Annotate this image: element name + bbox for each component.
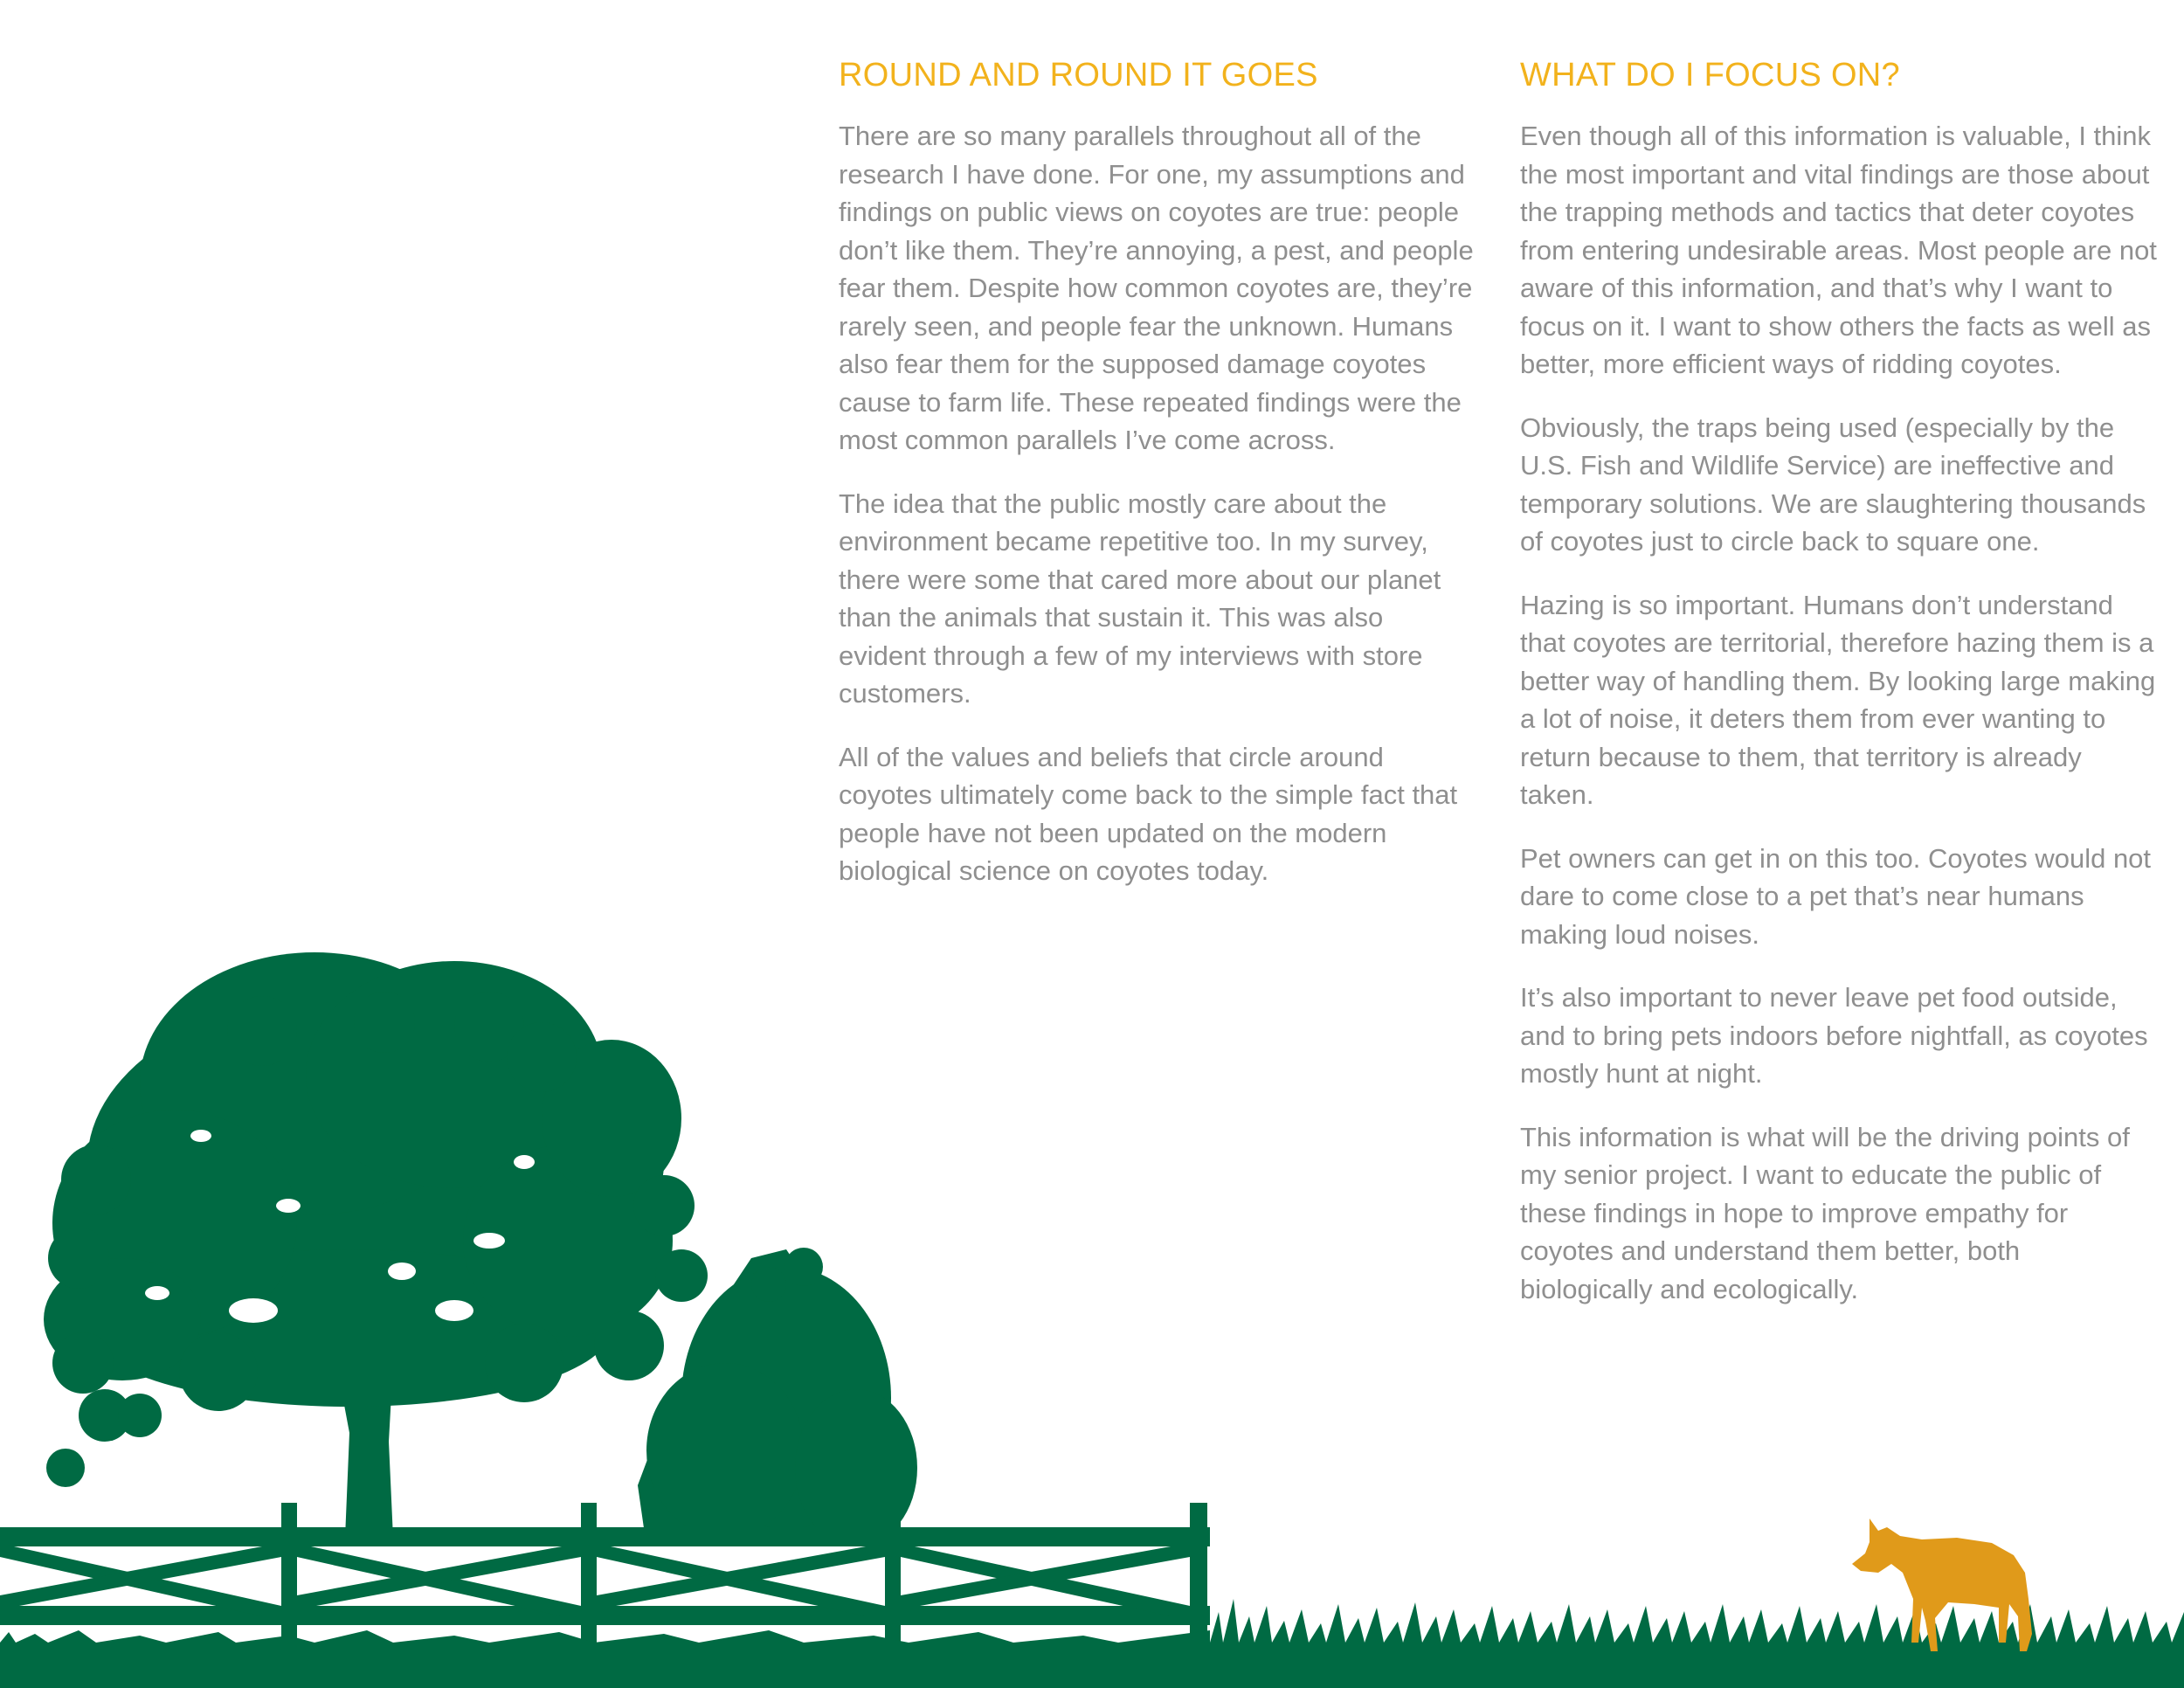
left-paragraph: The idea that the public mostly care about the environment became repetitive too. In my survey, there were some that cared more about our planet than the animals that sustain it. This was also evident through a few of my interviews with store customers.	[839, 488, 1441, 709]
right-paragraph: This information is what will be the driving points of my senior project. I want to educate the public of these findings in hope to improve empathy for coyotes and understand them better, both biologically and ecologically.	[1520, 1121, 2130, 1304]
oak-tree-icon	[44, 952, 708, 1538]
left-paragraph: All of the values and beliefs that circle around coyotes ultimately come back to the simple fact that people have not been updated on the modern biological science on coyotes today.	[839, 741, 1458, 886]
left-paragraph: There are so many parallels throughout all of the research I have done. For one, my assumptions and findings on public views on coyotes are true: people don’t like them. They’re annoying, a pest, and people fear them. Despite how common coyotes are, they’re rarely seen, and people fear the unknown. Humans also fear them for the supposed damage coyotes cause to farm life. These repeated findings were the most common parallels I’ve come across.	[839, 121, 1474, 455]
right-paragraph: Even though all of this information is valuable, I think the most important and vital findings are those about the trapping methods and tactics that deter coyotes from entering undesirable areas. Most people are not aware of this information, and that’s why I want to focus on it. I want to show others the facts as well as better, more efficient ways of ridding coyotes.	[1520, 121, 2157, 379]
right-paragraph: Pet owners can get in on this too. Coyotes would not dare to come close to a pet that’s near humans making loud noises.	[1520, 842, 2152, 950]
right-column	[1520, 52, 2158, 1333]
right-column-heading: WHAT DO I FOCUS ON?	[1520, 57, 1900, 93]
left-column-heading: ROUND AND ROUND IT GOES	[839, 57, 1318, 93]
right-paragraph: Hazing is so important. Humans don’t understand that coyotes are territorial, therefore hazing them is a better way of handling them. By looking large making a lot of noise, it deters them from ever wanting to return because to them, that territory is already taken.	[1520, 589, 2156, 810]
right-paragraph: It’s also important to never leave pet food outside, and to bring pets indoors before nightfall, as coyotes mostly hunt at night.	[1520, 982, 2148, 1089]
wooden-fence-icon	[0, 1503, 1210, 1643]
left-column	[839, 52, 1476, 916]
right-paragraph: Obviously, the traps being used (especially by the U.S. Fish and Wildlife Service) are ineffective and temporary solutions. We are slaughtering thousands of coyotes just to circle back to square one.	[1520, 412, 2146, 557]
